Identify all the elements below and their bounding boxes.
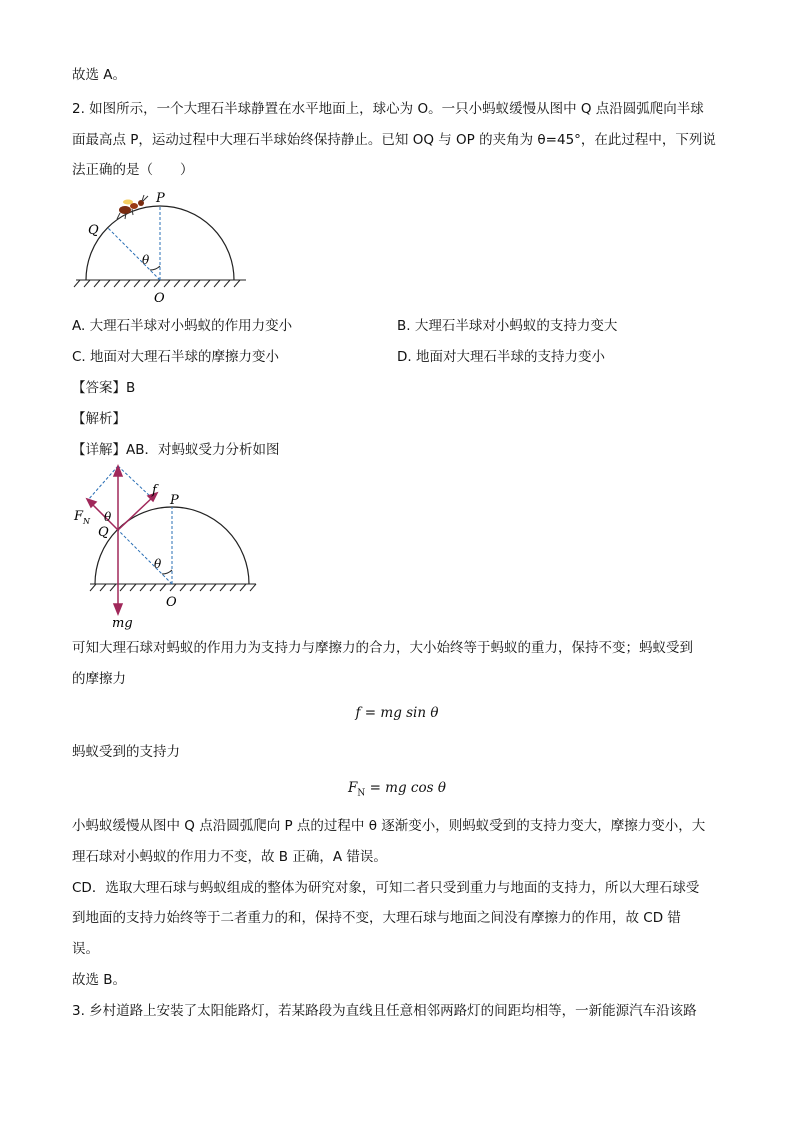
prev-answer: 故选 A。	[72, 67, 127, 83]
explanation-line1: 可知大理石球对蚂蚁的作用力为支持力与摩擦力的合力，大小始终等于蚂蚁的重力，保持不变；蚂蚁受到	[72, 640, 693, 656]
analysis-label: 【解析】	[72, 411, 126, 427]
explanation-line4: 小蚂蚁缓慢从图中 Q 点沿圆弧爬向 P 点的过程中 θ 逐渐变小，则蚂蚁受到的支持力变大，摩擦力变小，大	[72, 818, 706, 834]
next-question-line1: 3. 乡村道路上安装了太阳能路灯，若某路段为直线且任意相邻两路灯的间距均相等，一新能源汽车沿该路	[72, 1003, 697, 1019]
explanation-line6: CD．选取大理石球与蚂蚁组成的整体为研究对象，可知二者只受到重力与地面的支持力，所以大理石球受	[72, 880, 700, 896]
formula-friction: f = mg sin θ	[355, 705, 439, 721]
friction-arrow	[118, 493, 157, 530]
explanation-line7: 到地面的支持力始终等于二者重力的和，保持不变，大理石球与地面之间没有摩擦力的作用，故 CD 错	[72, 910, 681, 926]
theta-arc-2	[162, 570, 172, 574]
ant-icon	[117, 195, 148, 219]
explanation-line5: 理石球对小蚂蚁的作用力不变，故 B 正确，A 错误。	[72, 849, 387, 865]
label-p-2: P	[170, 493, 179, 508]
label-f: f	[152, 483, 157, 498]
label-p: P	[156, 191, 165, 206]
label-theta-top: θ	[104, 510, 112, 524]
formula-normal-force	[0, 778, 794, 804]
explanation-line8: 误。	[72, 941, 99, 957]
ground-hatching-2	[90, 584, 256, 591]
option-d: D. 地面对大理石半球的支持力变小	[397, 349, 605, 365]
ground-hatching	[74, 280, 246, 287]
label-theta-center: θ	[154, 557, 162, 571]
theta-arc	[150, 266, 160, 270]
label-fn-sub: N	[83, 517, 90, 526]
weight-arrow	[114, 466, 122, 614]
formula2-sub: N	[357, 788, 366, 799]
explanation-line2: 的摩擦力	[72, 671, 126, 687]
option-a: A. 大理石半球对小蚂蚁的作用力变小	[72, 318, 293, 334]
question-text-line2: 面最高点 P，运动过程中大理石半球始终保持静止。已知 OQ 与 OP 的夹角为 θ=45°，在此过程中，下列说	[72, 132, 716, 148]
label-q-2: Q	[98, 525, 109, 540]
oq-dashed-line	[108, 228, 160, 280]
answer-label: 【答案】B	[72, 380, 136, 396]
oq-dashed-line-2	[118, 530, 172, 584]
question-text-line1: 2. 如图所示，一个大理石半球静置在水平地面上，球心为 O。一只小蚂蚁缓慢从图中 Q 点沿圆弧爬向半球	[72, 101, 704, 117]
label-o-2: O	[166, 595, 177, 610]
option-b: B. 大理石半球对小蚂蚁的支持力变大	[397, 318, 618, 334]
formula2-rhs: = mg cos θ	[365, 780, 446, 796]
label-theta: θ	[142, 253, 150, 267]
force-diagram	[70, 464, 270, 634]
detail-line: 【详解】AB．对蚂蚁受力分析如图	[72, 442, 280, 458]
conclusion: 故选 B。	[72, 972, 127, 988]
label-o: O	[154, 291, 165, 306]
label-mg: mg	[112, 616, 133, 631]
question-text-line3: 法正确的是（ ）	[72, 162, 194, 178]
label-q: Q	[88, 223, 99, 238]
formula2-lhs: F	[348, 780, 358, 796]
option-c: C. 地面对大理石半球的摩擦力变小	[72, 349, 280, 365]
explanation-line3: 蚂蚁受到的支持力	[72, 744, 180, 760]
label-fn: F	[74, 509, 84, 524]
hemisphere-figure	[70, 188, 260, 308]
